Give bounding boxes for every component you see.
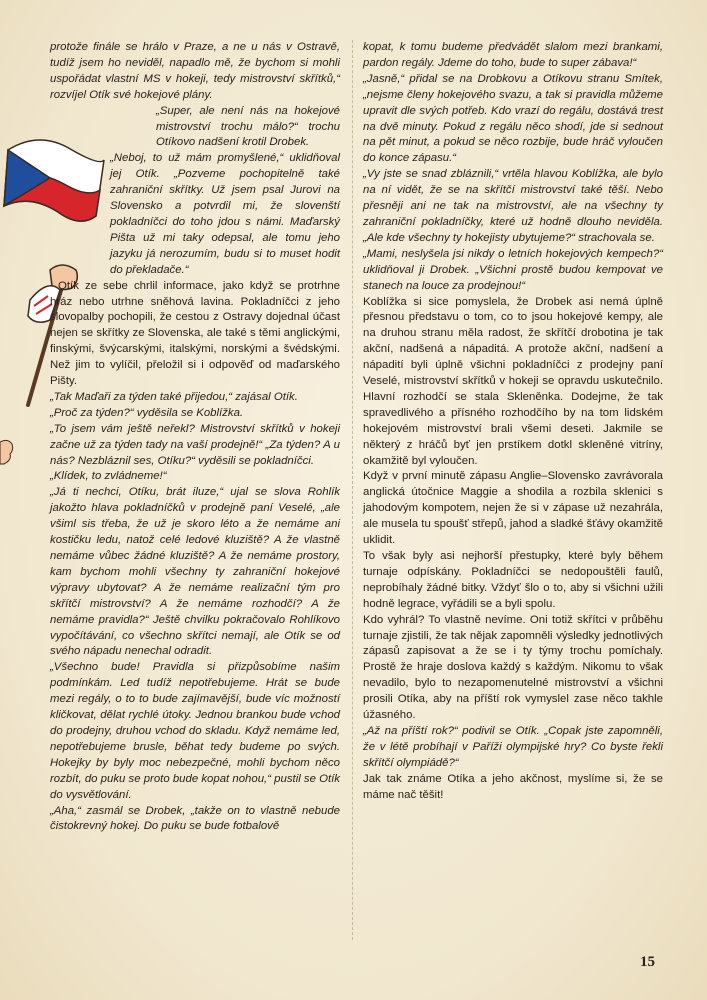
paragraph-20: „Až na příští rok?“ podivil se Otík. „Copak jste zapomněli, že v létě probíhají v Paříži olympijské hry? Co byste řekli skřítčí olympiádě?“ [363,724,663,769]
paragraph-19: Kdo vyhrál? To vlastně nevíme. Oni totiž skřítci v průběhu turnaje zjistili, že tak nějak zapomněli výsledky jednotlivých zápasů zapisovat a že se i ty týmy trochu pomíchaly. Prostě že hraje doslova každý s každým. Nikomu to však nevadilo, bylo to nezapomenutelné mistrovství a všichni prosili Otíka, aby na příští rok vymyslel zase něco takhle úžasného. [363,613,663,722]
paragraph-12: kopat, k tomu budeme předvádět slalom mezi brankami, pardon regály. Jdeme do toho, bude to super zábava!“ [363,41,663,69]
paragraph-17: Když v první minutě zápasu Anglie–Slovensko zavrávorala anglická útočnice Maggie a shodila a rozbila sklenici s jahodovým kompotem, nejen že si v zápase už nezahrála, ale musela tu spoušť střepů, jahod a sladké šťávy okamžitě uklidit. [363,470,663,547]
paragraph-5: „Tak Maďaři za týden také přijedou,“ zajásal Otík. [50,390,298,403]
paragraph-15: „Mami, neslyšela jsi nikdy o letních hokejových kempech?“ uklidňoval ji Drobek. „Všichni prostě budou kempovat ve stanech na louce za prodejnou!“ [363,247,663,292]
paragraph-8: „Klídek, to zvládneme!“ [50,470,167,483]
paragraph-6: „Proč za týden?“ vyděsila se Koblížka. [50,406,244,419]
paragraph-4: Otík ze sebe chrlil informace, jako když se protrhne hráz nebo utrhne sněhová lavina. Pokladníčci z jeho slovopalby pochopili, že cestou z Ostravy dojednal účast nejen se skřítky ze Slovenska, ale také s těmi anglickými, finskými, švýcarskými, italskými, norskými a švédskými. Než jim to vylíčil, přeložil si i odpověď od maďarského Pišty. [50,279,340,388]
paragraph-16: Koblížka si sice pomyslela, že Drobek asi nemá úplně přesnou představu o tom, co to jsou hokejové kempy, ale na druhou stranu měla radost, že skřítčí drobotina je tak akční, nadšená a nápaditá. A protože akční, nadšení a nápadití byli úplně všichni pokladníčci z prodejny paní Veselé, mistrovství skřítků v hokeji se opravdu uskutečnilo. Hlavní rozhodčí se stala Skleněnka. Dodejme, že tak spravedlivého a přísného rozhodčího by na tom lidském hokejovém mistrovství brali všemi deseti. Jakmile se některý z hráčů byť jen prstíkem dotkl skleněné vitríny, okamžitě byl vyloučen. [363,295,663,467]
paragraph-21: Jak tak známe Otíka a jeho akčnost, myslíme si, že se máme nač těšit! [363,772,663,801]
paragraph-11: „Aha,“ zasmál se Drobek, „takže on to vlastně nebude čistokrevný hokej. Do puku se bude fotbalově [50,804,340,833]
page-number: 15 [640,954,655,970]
column-divider [352,40,353,940]
paragraph-2: „Super, ale není nás na hokejové mistrovství trochu málo?“ trochu Otíkovo nadšení krotil Drobek. [156,104,340,149]
paragraph-13: „Jasně,“ přidal se na Drobkovu a Otíkovu stranu Smítek, „nejsme členy hokejového svazu, a tak si pravidla můžeme upravit dle svých potřeb. Kdo vrazí do regálu, dostává trest na dvě minuty. Pokud z regálu něco shodí, jde si sednout na pět minut, a pokud se něco rozbije, bude hráč vyloučen do konce zápasu.“ [363,72,663,165]
paragraph-1: protože finále se hrálo v Praze, a ne u nás v Ostravě, tudíž jsem ho neviděl, napadlo mě, že bychom si mohli uspořádat vlastní MS v hokeji, tedy mistrovství skřítků,“ rozvíjel Otík své hokejové plány. [50,41,340,101]
right-column [363,40,663,804]
paragraph-14: „Vy jste se snad zbláznili,“ vrtěla hlavou Koblížka, ale bylo na ní vidět, že se na skřítčí mistrovství také těší. Nebo přesněji ani ne tak na mistrovství, ale na všechny ty zahraniční pokladníčky, které už hodně dlouho neviděla. „Ale kde všechny ty hokejisty ubytujeme?“ strachovala se. [363,168,663,244]
paragraph-3: „Neboj, to už mám promyšlené,“ uklidňoval jej Otík. „Pozveme pochopitelně také zahraniční skřítky. Už jsem psal Jurovi na Slovensko a potvrdil mi, že slovenští pokladníčci do toho jdou s námi. Maďarský Pišta už mi taky odepsal, ale tomu jeho jazyku já nerozumím, budu si to muset hodit do překladače.“ [110,152,340,276]
left-column [50,40,340,835]
decorative-hand-icon [0,436,14,466]
paragraph-18: To však byly asi nejhorší přestupky, které byly během turnaje odpískány. Pokladníčci se nedopouštěli faulů, neprobíhaly žádné bitky. Vždyť šlo o to, aby si všichni užili hodně legrace, vyřádili se a byli spolu. [363,550,663,610]
paragraph-7: „To jsem vám ještě neřekl? Mistrovství skřítků v hokeji začne už za týden tady na vaší prodejně!“ „Za týden? A u nás? Nezbláznil ses, Otíku?“ vyděsili se pokladníčci. [50,422,340,467]
paragraph-9: „Já ti nechci, Otíku, brát iluze,“ ujal se slova Rohlík jakožto hlava pokladníčků v prodejně paní Veselé, „ale všiml sis třeba, že už je skoro léto a že nemáme ani kostičku ledu, natož celé ledové kluziště? A že vlastně nemáme vůbec žádné kluziště? A že nemáme prostory, kam bychom mohli všechny ty zahraniční hokejové výpravy ubytovat? A že nemáme realizační tým pro skřítčí mistrovství? A že nemáme rozhodčí? A že nemáme pravidla?“ Ještě chvilku pokračovalo Rohlíkovo vypočítávání, co všechno skřítci nemají, ale Otík se od svého nápadu nenechal odradit. [50,486,340,658]
paragraph-10: „Všechno bude! Pravidla si přizpůsobíme našim podmínkám. Led tudíž nepotřebujeme. Hrát se bude mezi regály, o to to bude zajímavější, bude víc možností kličkovat, dělat rychlé útoky. Jednou brankou bude vchod do prodejny, druhou vchod do skladu. Když nemáme led, nepotřebujeme brusle, běhat tedy budeme po svých. Hokejky by byly moc nebezpečné, mohli bychom něco rozbít, do puku se proto bude kopat nohou,“ pustil se Otík do vysvětlování. [50,661,341,801]
